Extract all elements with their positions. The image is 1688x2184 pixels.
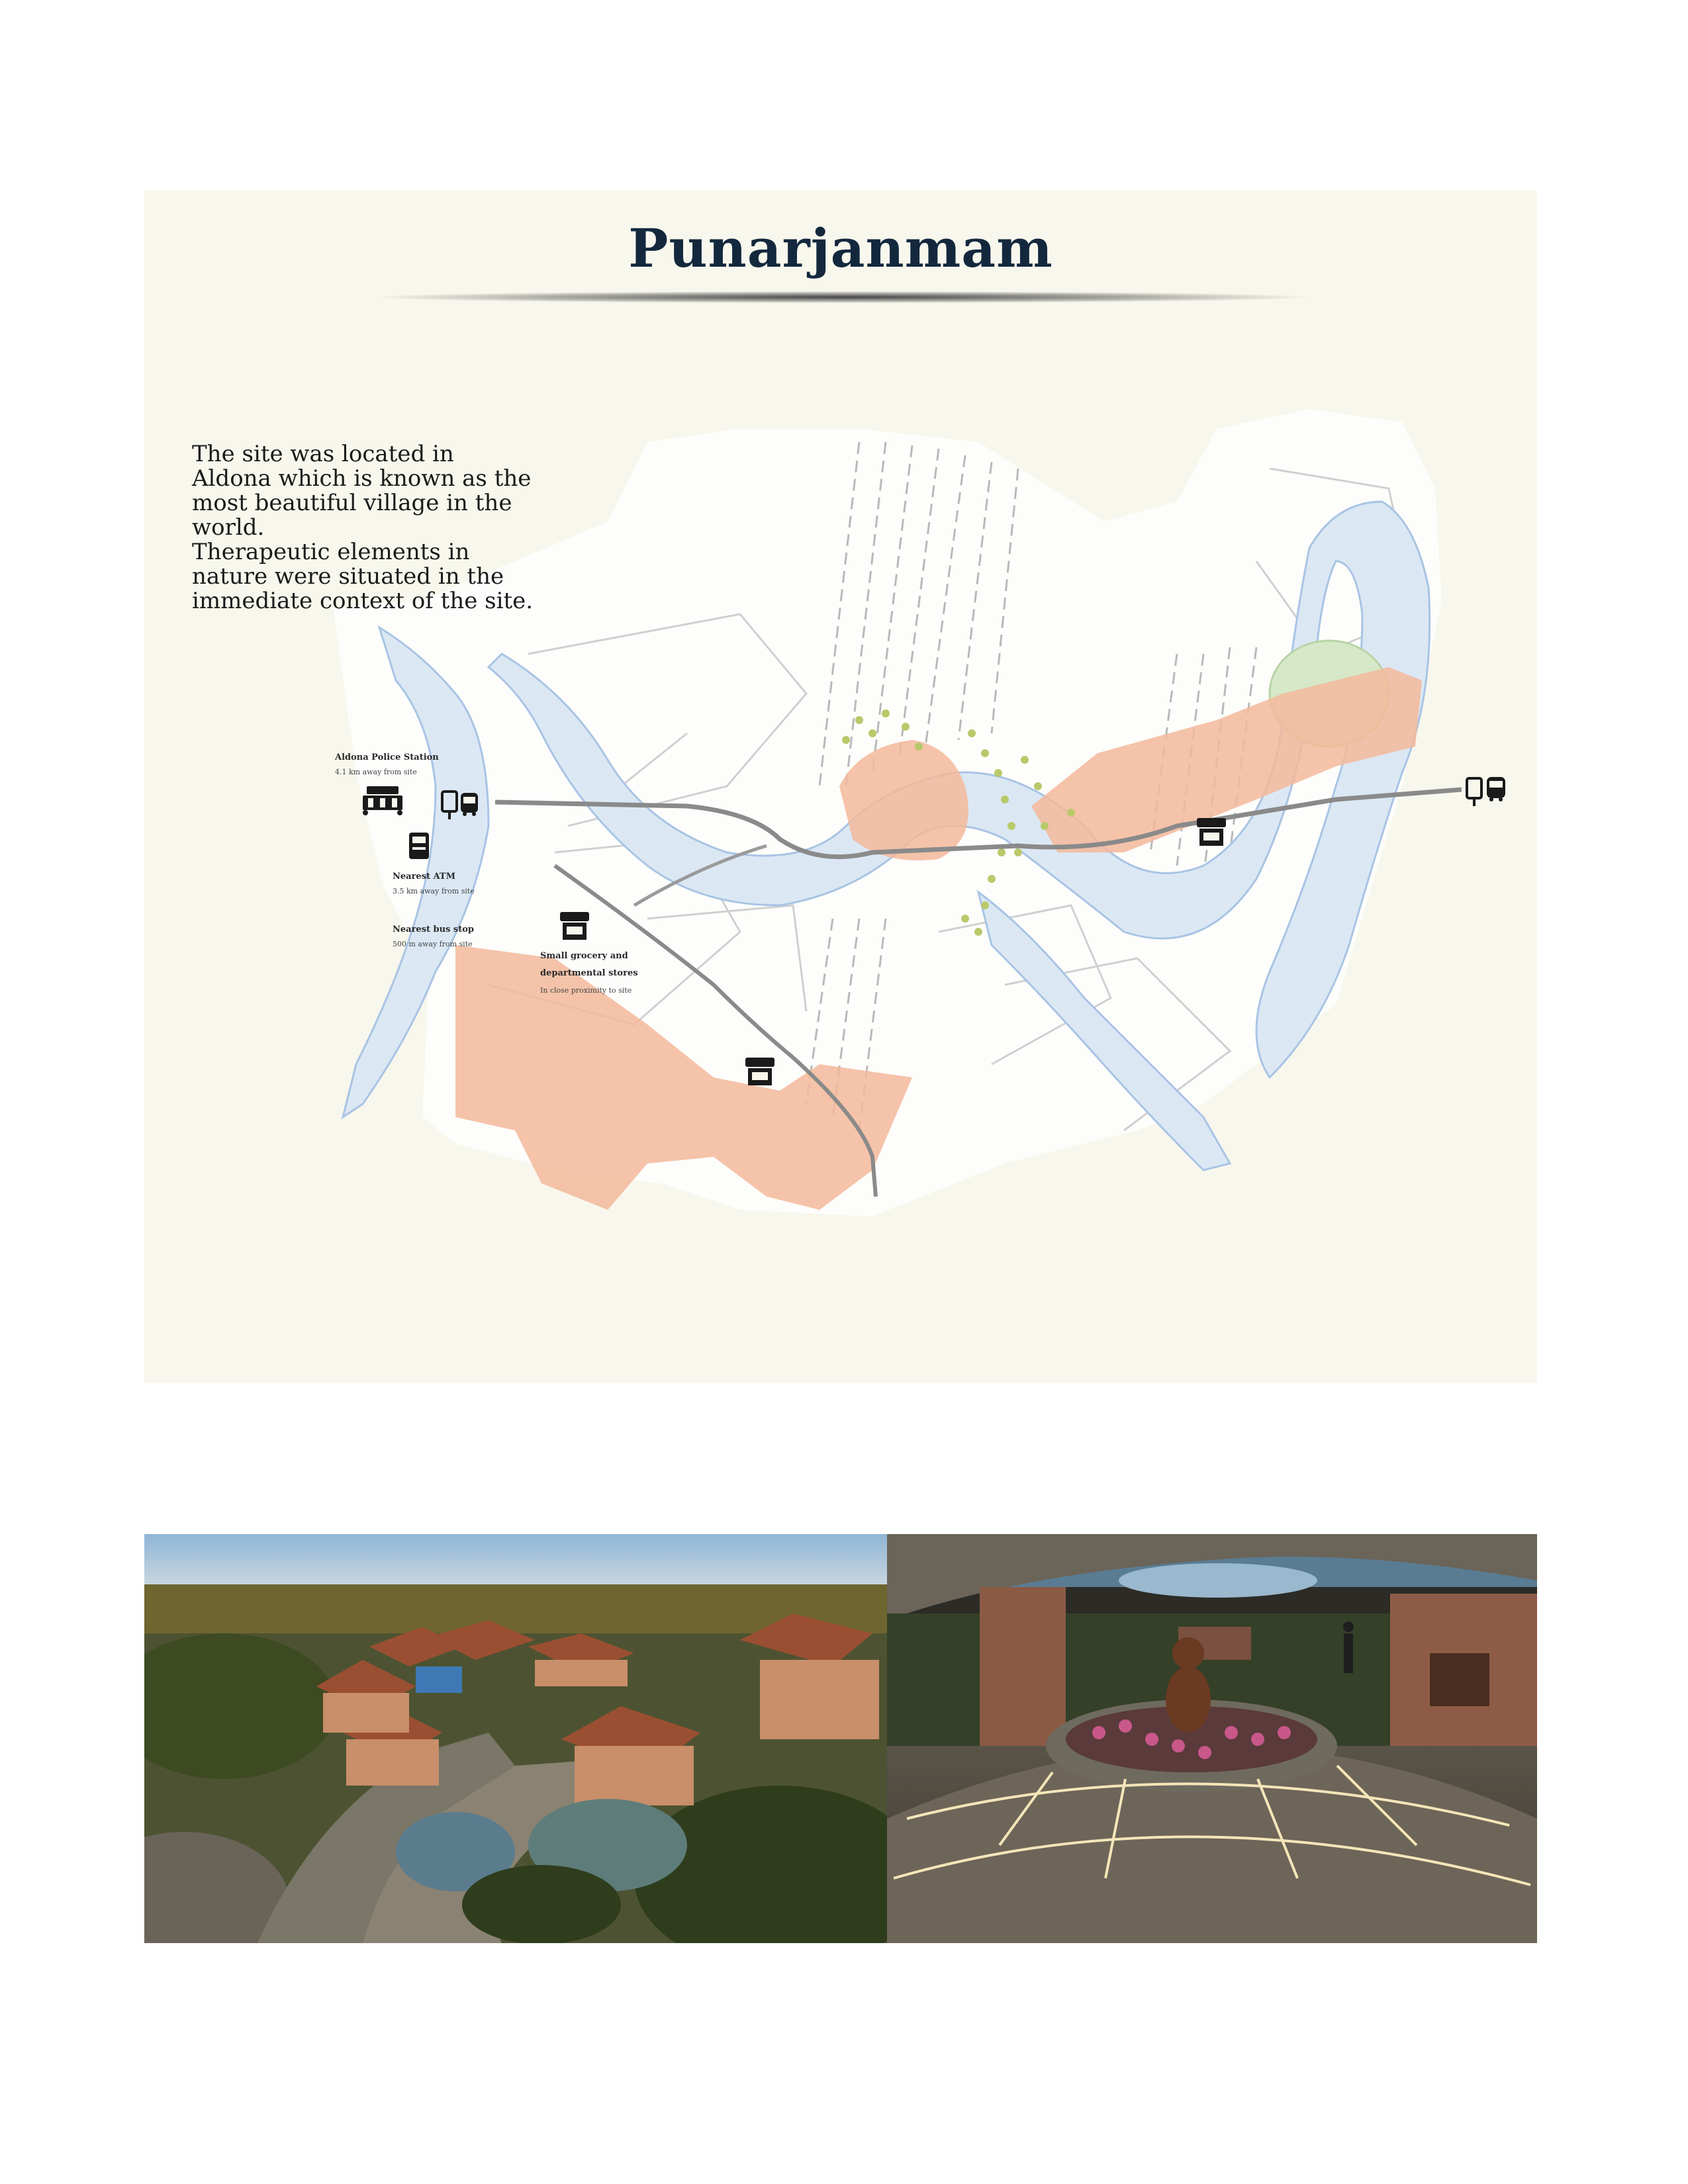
aerial-render (144, 1534, 887, 1943)
page-title: Punarjanmam (628, 217, 1053, 279)
shop-icon (560, 912, 589, 940)
grocery-label-line2: departmental stores (540, 968, 638, 978)
bus-stop-distance: 500 m away from site (393, 940, 473, 948)
description-paragraph-2: Therapeutic elements in nature were situated in the immediate context of the site. (192, 539, 534, 614)
bus-icon (1487, 777, 1505, 801)
site-context-panel (144, 191, 1537, 1383)
atm-icon (409, 833, 429, 859)
shop-icon (745, 1058, 774, 1085)
statue (1166, 1637, 1211, 1733)
bus-stop-label: Nearest bus stop (393, 925, 475, 934)
description-paragraph-1: The site was located in Aldona which is known as the most beautiful village in the world. (192, 441, 532, 541)
police-station-label: Aldona Police Station (335, 752, 439, 762)
grocery-label-line1: Small grocery and (540, 951, 628, 961)
grocery-label-line3: In close proximity to site (540, 986, 632, 995)
render-strip (144, 1534, 1537, 1943)
police-station-distance: 4.1 km away from site (335, 768, 417, 776)
atm-label: Nearest ATM (393, 872, 455, 882)
bus-stop-sign-icon (1467, 778, 1481, 806)
site-map (144, 191, 1537, 1383)
atm-distance: 3.5 km away from site (393, 887, 475, 895)
courtyard-render (887, 1534, 1537, 1943)
site-description (192, 442, 536, 614)
shop-icon (1197, 818, 1226, 846)
